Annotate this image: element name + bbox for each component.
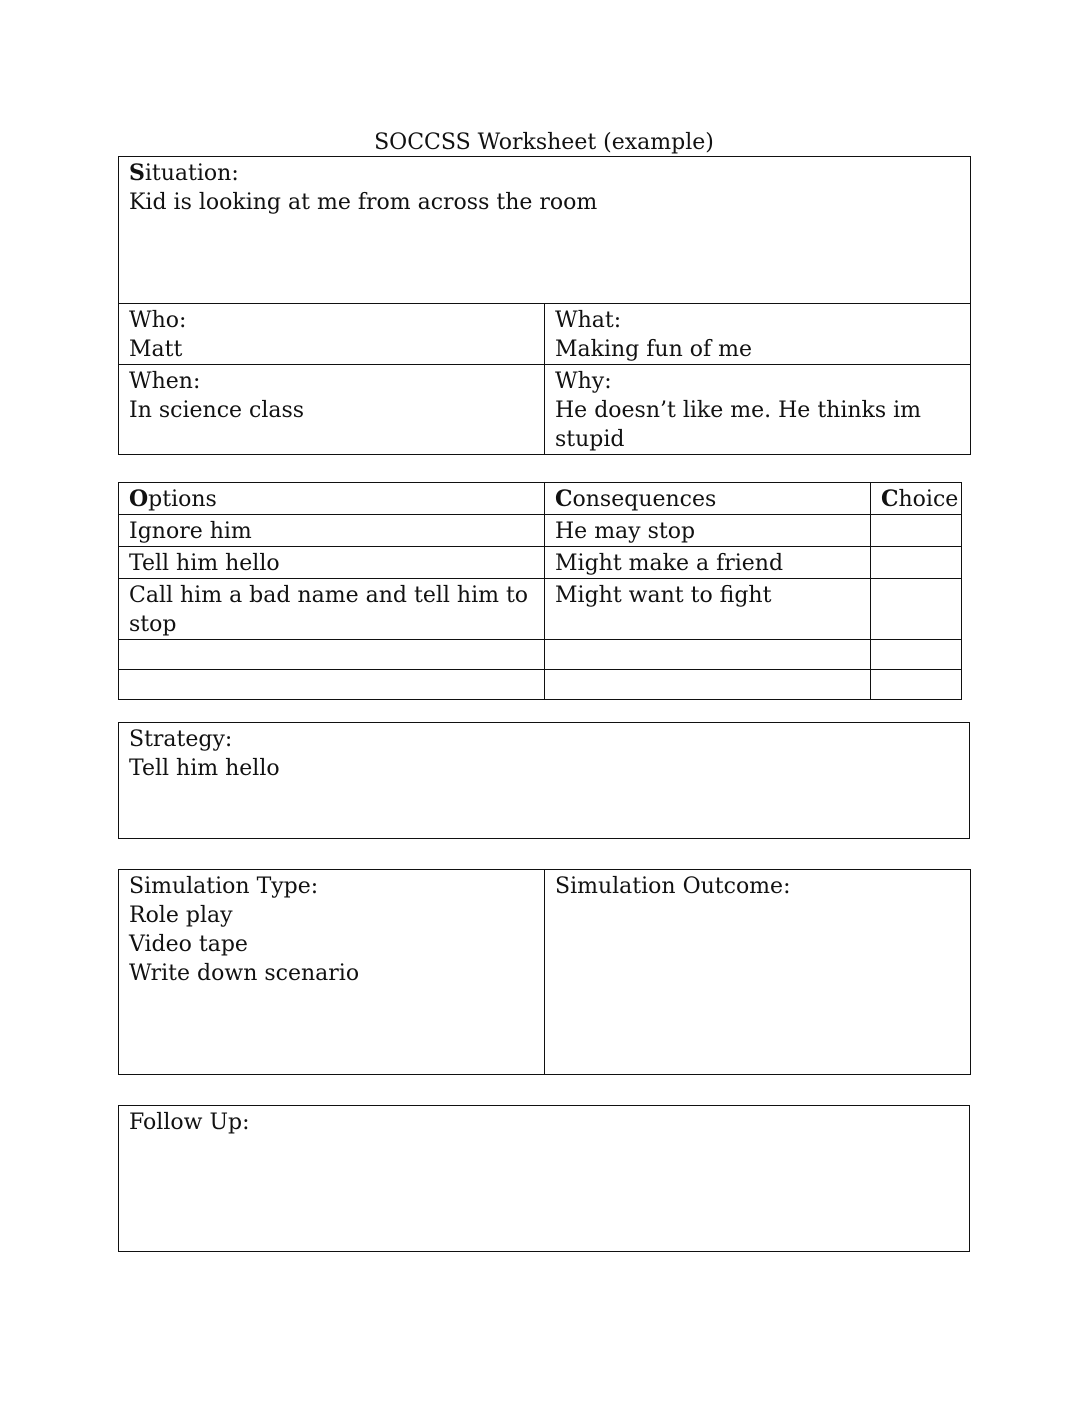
- options-table: [118, 482, 962, 700]
- strategy-label: Strategy:: [129, 727, 233, 752]
- what-value: Making fun of me: [555, 337, 752, 362]
- strategy-value: Tell him hello: [129, 756, 280, 781]
- who-label: Who:: [129, 308, 187, 333]
- follow-up-label: Follow Up:: [129, 1110, 250, 1135]
- simulation-outcome-label: Simulation Outcome:: [555, 874, 791, 899]
- why-cell: [545, 365, 971, 455]
- what-label: What:: [555, 308, 622, 333]
- choice-header: Choice: [871, 483, 962, 515]
- option-cell: [119, 640, 545, 670]
- choice-cell[interactable]: [871, 515, 962, 547]
- situation-table: [118, 156, 971, 455]
- why-value: He doesn’t like me. He thinks im stupid: [555, 398, 922, 452]
- situation-value: Kid is looking at me from across the room: [129, 190, 598, 215]
- page-title: SOCCSS Worksheet (example): [374, 130, 714, 155]
- strategy-table: [118, 722, 970, 839]
- option-cell: Call him a bad name and tell him to stop: [119, 579, 545, 640]
- choice-cell[interactable]: [871, 579, 962, 640]
- consequence-cell: Might want to fight: [545, 579, 871, 640]
- choice-cell[interactable]: [871, 640, 962, 670]
- situation-label: Situation:: [129, 160, 239, 186]
- option-cell: Tell him hello: [119, 547, 545, 579]
- simulation-type-item: Video tape: [129, 932, 248, 957]
- consequence-cell: Might make a friend: [545, 547, 871, 579]
- options-header: Options: [119, 483, 545, 515]
- choice-cell[interactable]: [871, 547, 962, 579]
- table-row: [119, 515, 962, 547]
- simulation-table: [118, 869, 971, 1075]
- why-label: Why:: [555, 369, 612, 394]
- table-row: [119, 670, 962, 700]
- table-row: [119, 640, 962, 670]
- who-cell: [119, 304, 545, 365]
- simulation-type-label: Simulation Type:: [129, 874, 319, 899]
- consequence-cell: [545, 670, 871, 700]
- strategy-cell: [119, 723, 970, 839]
- option-cell: Ignore him: [119, 515, 545, 547]
- follow-up-table: [118, 1105, 970, 1252]
- consequence-cell: [545, 640, 871, 670]
- table-row: [119, 579, 962, 640]
- when-cell: [119, 365, 545, 455]
- follow-up-cell: [119, 1106, 970, 1252]
- simulation-type-item: Write down scenario: [129, 961, 360, 986]
- situation-cell: [119, 157, 971, 304]
- simulation-type-item: Role play: [129, 903, 233, 928]
- when-label: When:: [129, 369, 201, 394]
- choice-cell[interactable]: [871, 670, 962, 700]
- what-cell: [545, 304, 971, 365]
- consequence-cell: He may stop: [545, 515, 871, 547]
- simulation-type-cell: [119, 870, 545, 1075]
- consequences-header: Consequences: [545, 483, 871, 515]
- simulation-outcome-cell: [545, 870, 971, 1075]
- when-value: In science class: [129, 398, 305, 423]
- options-header-row: [119, 483, 962, 515]
- table-row: [119, 547, 962, 579]
- option-cell: [119, 670, 545, 700]
- who-value: Matt: [129, 337, 183, 362]
